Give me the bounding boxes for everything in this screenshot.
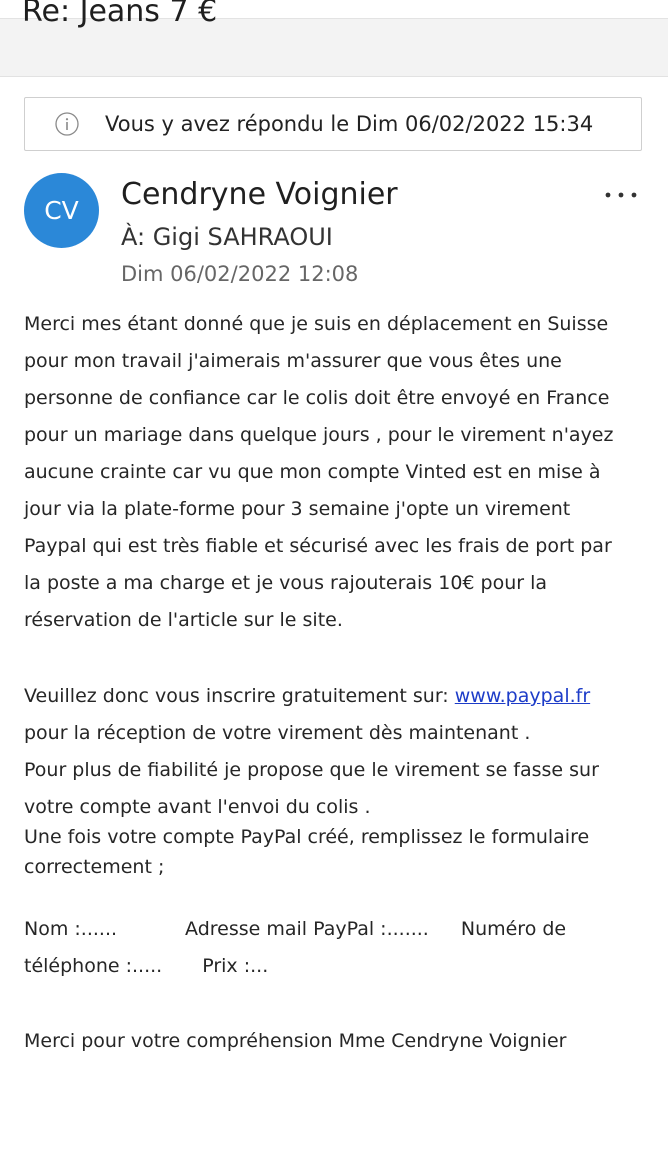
replied-text: Vous y avez répondu le Dim 06/02/2022 15:34: [105, 112, 594, 136]
message-card: [0, 76, 668, 1149]
avatar[interactable]: [24, 173, 99, 248]
info-icon: [55, 112, 79, 136]
body-line: Une fois votre compte PayPal créé, remplissez le formulaire: [24, 826, 590, 848]
body-line: Pour plus de fiabilité je propose que le virement se fasse sur: [24, 759, 599, 781]
body-line: votre compte avant l'envoi du colis .: [24, 796, 371, 818]
body-line: jour via la plate-forme pour 3 semaine j'opte un virement: [24, 498, 571, 520]
body-line: correctement ;: [24, 856, 165, 878]
body-paragraph-1: [24, 306, 654, 639]
paypal-link[interactable]: www.paypal.fr: [454, 685, 591, 707]
body-line: [24, 911, 654, 948]
body-paragraph-3: [24, 822, 654, 882]
body-line: [24, 678, 654, 715]
more-options-icon[interactable]: [600, 187, 642, 201]
body-line: réservation de l'article sur le site.: [24, 609, 343, 631]
email-subject: Re: Jeans 7 €: [22, 0, 218, 29]
body-line: Paypal qui est très fiable et sécurisé avec les frais de port par: [24, 535, 612, 557]
field-phone-cont: téléphone :.....: [24, 955, 163, 977]
form-fields: [24, 911, 654, 985]
body-line: pour mon travail j'aimerais m'assurer que vous êtes une: [24, 350, 562, 372]
sender-name[interactable]: Cendryne Voignier: [121, 177, 398, 212]
body-line: [24, 948, 654, 985]
sent-date: Dim 06/02/2022 12:08: [121, 262, 359, 286]
closing-line: Merci pour votre compréhension Mme Cendryne Voignier: [24, 1030, 567, 1052]
body-line: personne de confiance car le colis doit être envoyé en France: [24, 387, 610, 409]
avatar-initials: CV: [44, 196, 79, 225]
field-name: Nom :......: [24, 918, 118, 940]
field-paypal-email: Adresse mail PayPal :.......: [185, 918, 429, 940]
field-price: Prix :...: [202, 955, 269, 977]
recipient-line[interactable]: À: Gigi SAHRAOUI: [121, 223, 333, 251]
body-line-text: Veuillez donc vous inscrire gratuitement sur:: [24, 685, 455, 707]
body-paragraph-2: [24, 678, 654, 826]
replied-banner: [24, 97, 642, 151]
field-phone: Numéro de: [460, 918, 567, 940]
body-line: aucune crainte car vu que mon compte Vinted est en mise à: [24, 461, 601, 483]
body-line: pour la réception de votre virement dès maintenant .: [24, 722, 531, 744]
body-line: Merci mes étant donné que je suis en déplacement en Suisse: [24, 313, 609, 335]
body-line: la poste a ma charge et je vous rajouterais 10€ pour la: [24, 572, 548, 594]
body-line: pour un mariage dans quelque jours , pour le virement n'ayez: [24, 424, 614, 446]
